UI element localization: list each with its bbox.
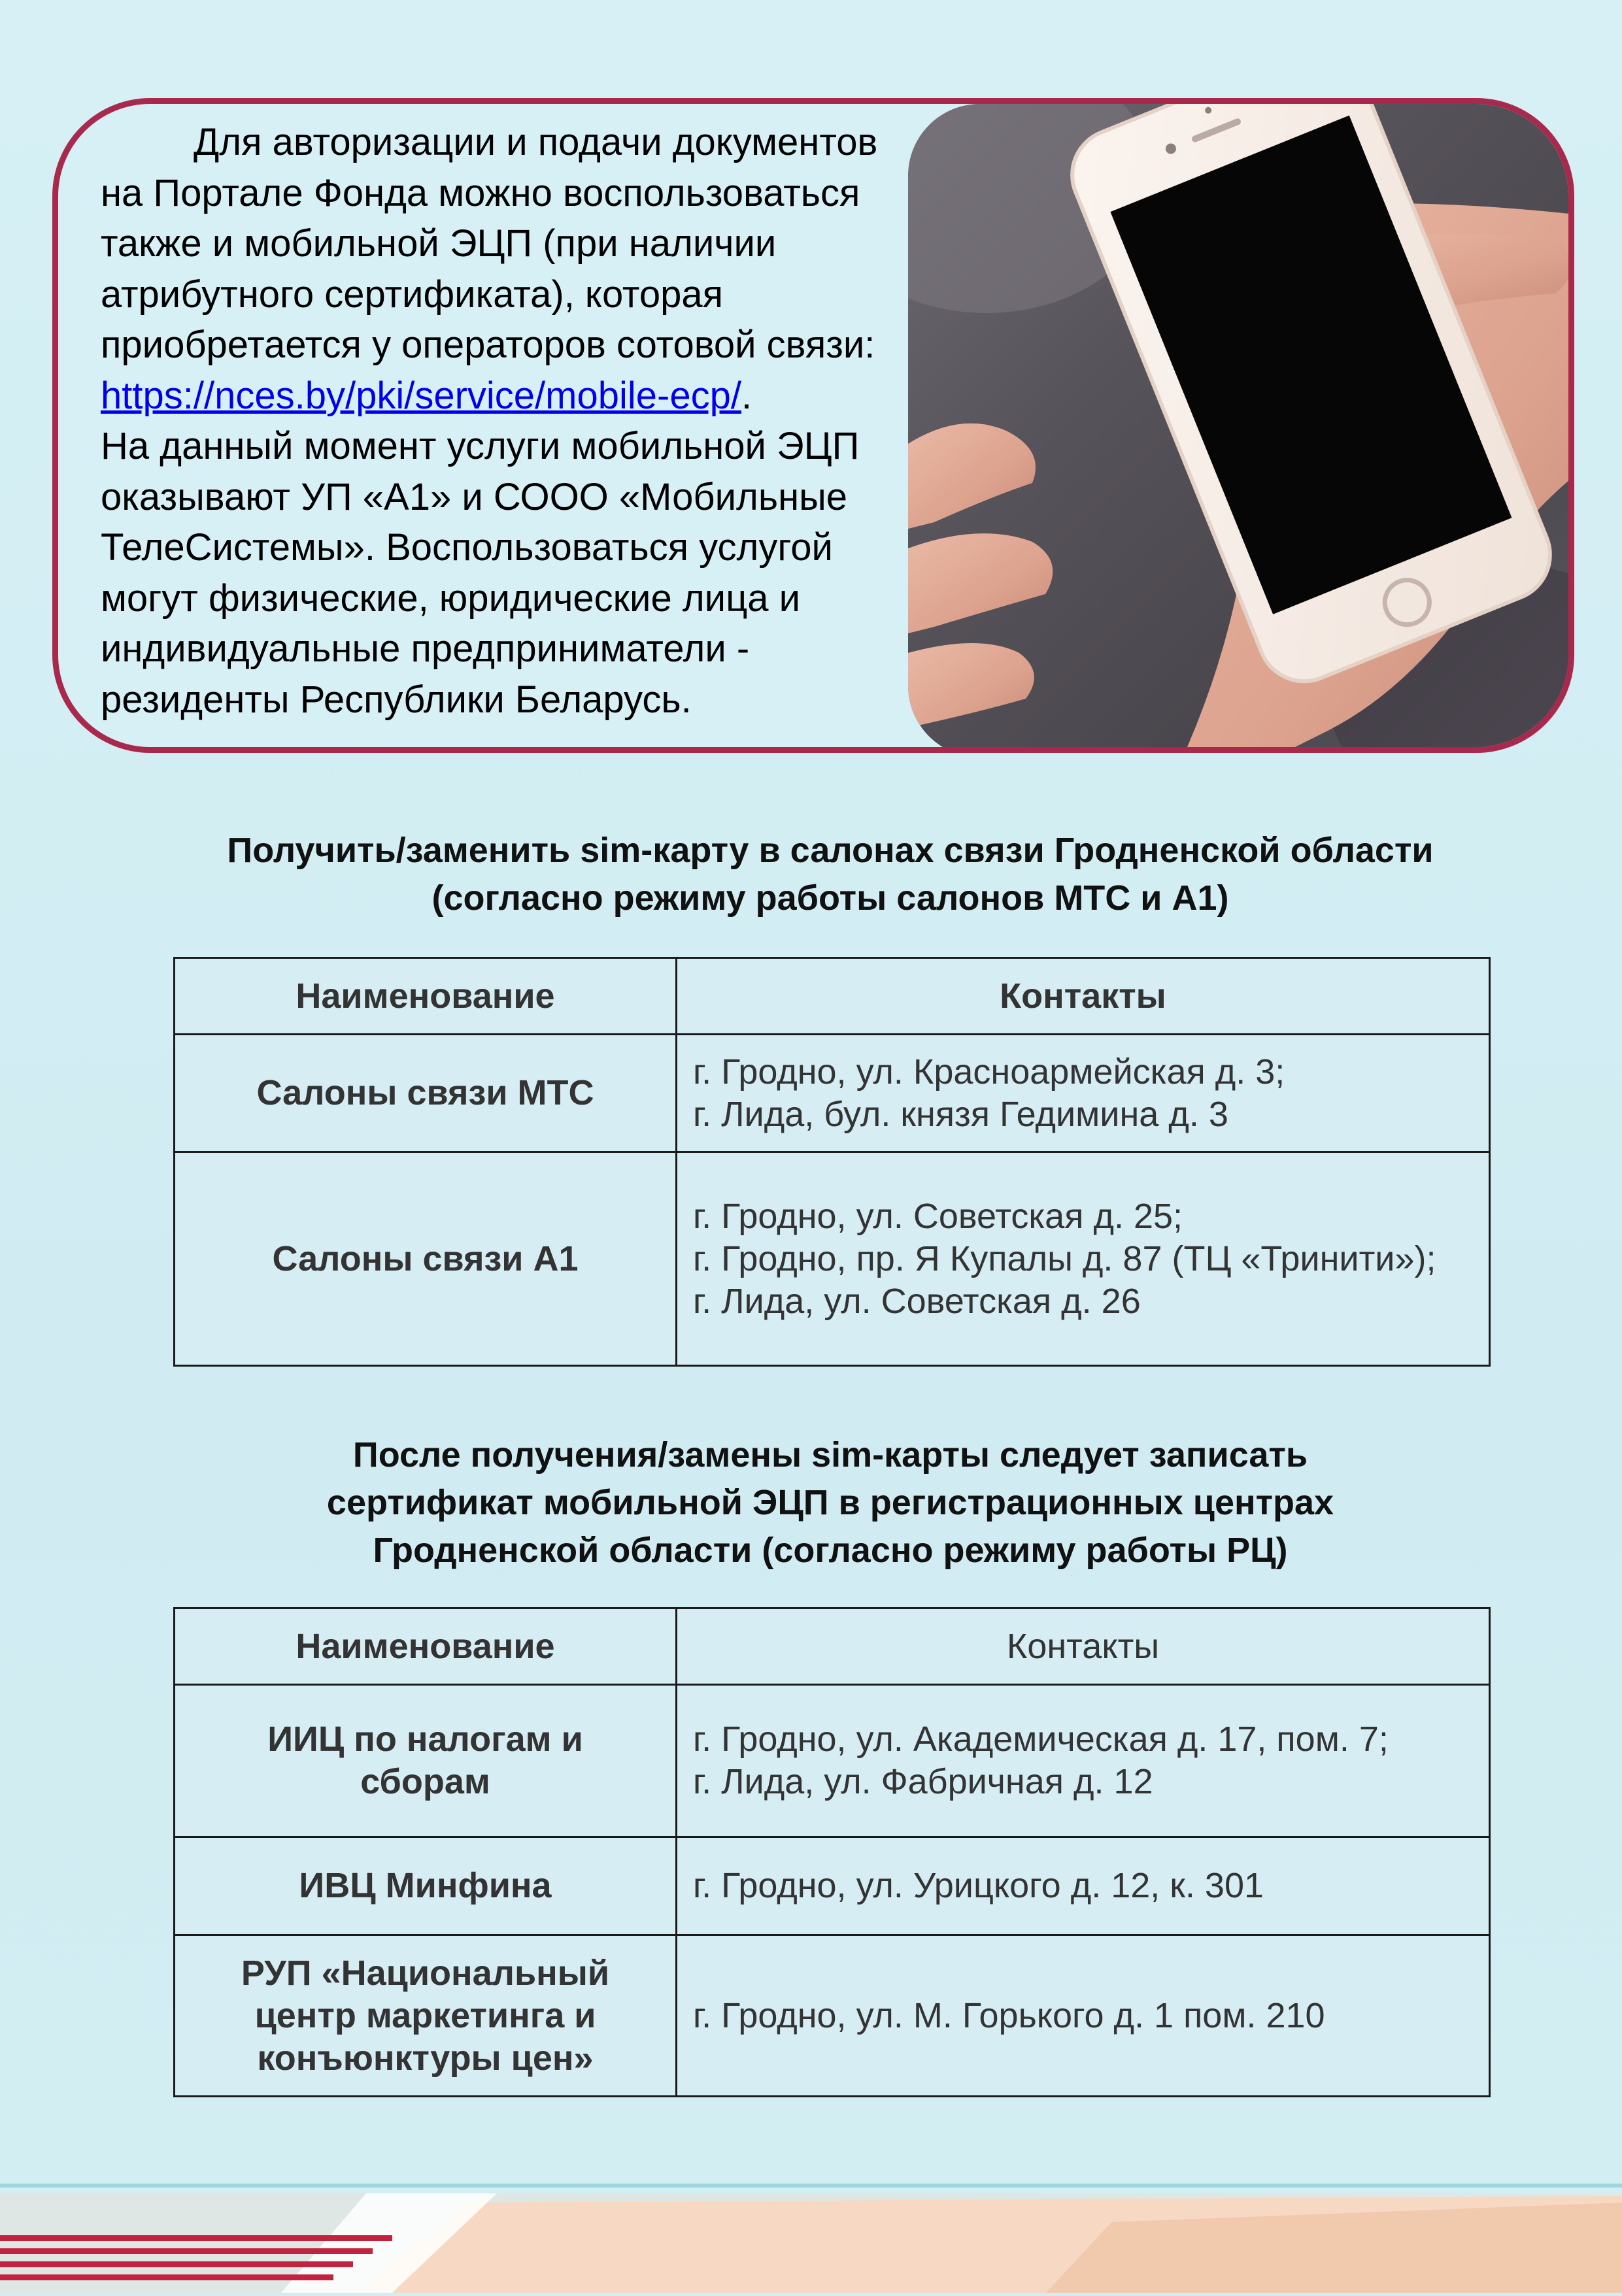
info-panel [52, 98, 1574, 753]
registration-centers-table [173, 1607, 1491, 2097]
table-header-row [175, 958, 1490, 1035]
address-line: г. Лида, бул. князя Гедимина д. 3 [693, 1094, 1228, 1134]
phone-illustration [908, 104, 1574, 753]
info-line: На данный момент услуги мобильной ЭЦП [101, 425, 860, 467]
address-line: г. Гродно, ул. М. Горького д. 1 пом. 210 [693, 1995, 1325, 2035]
sim-salons-table [173, 957, 1491, 1367]
header-contacts: Контакты [677, 958, 1490, 1035]
table-row [175, 1035, 1490, 1152]
phone-in-hand-photo [908, 104, 1574, 753]
section2-title-line: После получения/замены sim-карты следует записать [352, 1435, 1308, 1474]
table-header-row [175, 1608, 1490, 1685]
row-name [175, 1935, 677, 2097]
info-line: оказывают УП «А1» и СООО «Мобильные [101, 475, 848, 518]
link-suffix: . [741, 374, 752, 417]
table-row [175, 1152, 1490, 1366]
info-line: могут физические, юридические лица и [101, 576, 801, 620]
table-row [175, 1935, 1490, 2097]
row-contacts [677, 1152, 1490, 1366]
info-text [101, 117, 951, 725]
info-line: индивидуальные предприниматели - [101, 627, 750, 670]
row-name-line: центр маркетинга и [254, 1995, 596, 2035]
footer-stripes [0, 2183, 1622, 2293]
row-name-line: конъюнктуры цен» [257, 2038, 594, 2078]
info-line: атрибутного сертификата), которая [101, 273, 724, 316]
info-line: приобретается у операторов сотовой связи: [101, 324, 875, 366]
row-name-line: РУП «Национальный [241, 1953, 610, 1993]
row-name: Салоны связи МТС [175, 1035, 677, 1152]
row-contacts [677, 1935, 1490, 2097]
address-line: г. Лида, ул. Фабричная д. 12 [693, 1762, 1153, 1801]
address-line: г. Гродно, ул. Советская д. 25; [693, 1196, 1183, 1236]
row-name-line: сборам [360, 1762, 490, 1801]
header-contacts: Контакты [677, 1608, 1490, 1685]
info-line: Для авторизации и подачи документов [194, 121, 878, 163]
footer-decoration [0, 2183, 1622, 2293]
section1-title [131, 827, 1530, 922]
address-line: г. Гродно, ул. Урицкого д. 12, к. 301 [693, 1866, 1264, 1905]
address-line: г. Гродно, ул. Красноармейская д. 3; [693, 1052, 1285, 1091]
info-line: ТелеСистемы». Воспользоваться услугой [101, 526, 833, 569]
address-line: г. Гродно, ул. Академическая д. 17, пом. 7; [693, 1720, 1389, 1759]
header-name: Наименование [175, 1608, 677, 1685]
section2-title-line: сертификат мобильной ЭЦП в регистрационных центрах [326, 1483, 1334, 1522]
table-row [175, 1837, 1490, 1935]
address-line: г. Гродно, пр. Я Купалы д. 87 (ТЦ «Тринити»); [693, 1239, 1436, 1278]
section2-title [131, 1431, 1530, 1574]
header-name: Наименование [175, 958, 677, 1035]
mobile-ecp-link[interactable]: https://nces.by/pki/service/mobile-ecp/ [101, 374, 741, 417]
info-line: также и мобильной ЭЦП (при наличии [101, 222, 777, 265]
row-name: Салоны связи А1 [175, 1152, 677, 1366]
info-line: резиденты Республики Беларусь. [101, 678, 692, 721]
row-name-line: ИИЦ по налогам и [267, 1720, 583, 1759]
info-line: на Портале Фонда можно воспользоваться [101, 171, 860, 214]
section1-title-line: (согласно режиму работы салонов МТС и А1) [431, 878, 1229, 918]
section2-title-line: Гродненской области (согласно режиму работы РЦ) [373, 1531, 1288, 1570]
row-name [175, 1685, 677, 1837]
row-contacts [677, 1035, 1490, 1152]
row-name: ИВЦ Минфина [175, 1837, 677, 1935]
address-line: г. Лида, ул. Советская д. 26 [693, 1281, 1141, 1321]
section1-title-line: Получить/заменить sim-карту в салонах связи Гродненской области [227, 831, 1434, 870]
table-row [175, 1685, 1490, 1837]
row-contacts [677, 1837, 1490, 1935]
row-contacts [677, 1685, 1490, 1837]
